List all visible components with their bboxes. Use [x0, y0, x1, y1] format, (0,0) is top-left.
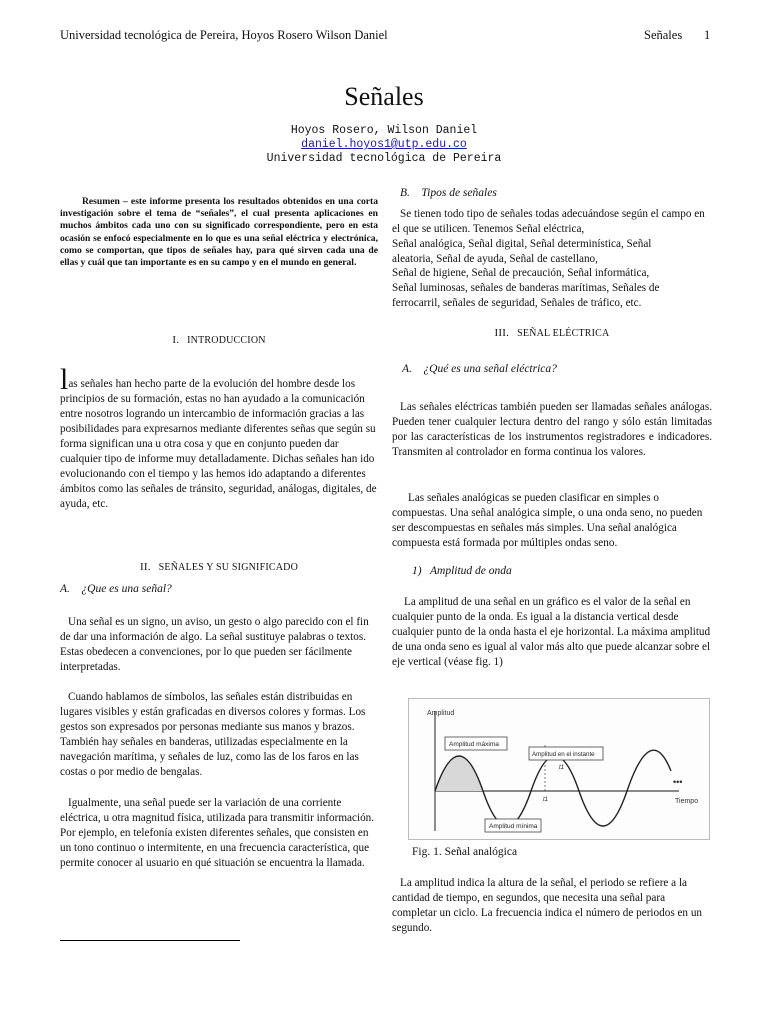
section-title: SEÑAL ELÉCTRICA: [517, 328, 610, 339]
paragraph-line: aleatoria, Señal de ayuda, Señal de castellano,: [392, 253, 598, 265]
subsection-heading: A. ¿Que es una señal?: [60, 583, 172, 595]
label-min-amplitude: Amplitud mínima: [489, 823, 538, 830]
author-email-link[interactable]: daniel.hoyos1@utp.edu.co: [301, 138, 467, 151]
subsubsection-heading: 1) Amplitud de onda: [412, 565, 512, 577]
figure-analog-signal: [408, 698, 710, 840]
page-number: 1: [704, 28, 711, 42]
paper-title: Señales: [344, 82, 424, 111]
section-heading-3: [392, 327, 712, 339]
author-name: Hoyos Rosero, Wilson Daniel: [290, 124, 478, 137]
section-number: II.: [139, 561, 151, 573]
label-instant-amplitude: Amplitud en el instante: [532, 751, 595, 758]
paragraph: La amplitud indica la altura de la señal, el periodo se refiere a la cantidad de tiempo, en segundos, que necesita una señal para completar un ciclo. La frecuencia indica el número de periodos en un segundo.: [392, 877, 703, 934]
paragraph-line: ferrocarril, señales de seguridad, Señales de tráfico, etc.: [392, 297, 642, 309]
running-header-left: Universidad tecnológica de Pereira, Hoyos Rosero Wilson Daniel: [60, 28, 388, 42]
footnote-rule: [60, 940, 240, 941]
section-heading-2: [60, 561, 378, 573]
paragraph: Las señales eléctricas también pueden ser llamadas señales análogas. Pueden tener cualquier lectura dentro del rango y sólo están limitadas por las características de los instrumentos registradores e indicadores. Transmiten al controlador en forma continua los valores.: [392, 401, 712, 458]
paragraph-line: Señal de higiene, Señal de precaución, Señal informática,: [392, 267, 650, 279]
x-axis-label: Tiempo: [675, 798, 699, 805]
paragraph-line: Señal luminosas, señales de banderas marítimas, Señales de: [392, 282, 660, 294]
continuation-dots: •••: [673, 777, 683, 787]
paragraph: Las señales analógicas se pueden clasificar en simples o compuestas. Una señal analógica simple, o una onda seno, no pueden ser descompuestas en señales más simples. Una señal analógica compuesta está formada por múltiples ondas seno.: [392, 492, 703, 549]
intro-text: as señales han hecho parte de la evolución del hombre desde los principios de su formación, estas no han ayudado a la comunicación entre nosotros logrando un intercambio de información gracias a las posibilidades para expresarnos mediante diferentes señas que según su forma significan una u otra cosa y que en conjunto pueden dar cualquier tipo de informe muy detalladamente. Dichas señales han ido evolucionando con el tiempo y las hemos ido adaptando a diferentes ámbitos como las señales de tránsito, seguridad, análogas, digitales, de ayuda, etc.: [60, 378, 377, 510]
running-header-section: Señales: [644, 28, 683, 42]
label-t1-lower: t1: [543, 797, 549, 803]
abstract: Resumen – este informe presenta los resultados obtenidos en una corta investigación sobre el tema de “señales”, el cual presenta aplicaciones en muchos ámbitos cada uno con su significado correspondiente, pero en esta ocasión se enfocó especialmente en lo que es una señal eléctrica y electrónica, como se comportan, que tipos de señales hay, para qué sirven cada una de ellas y cuál que tan importante es en su campo y en el mundo en general.: [60, 196, 378, 269]
analog-signal-diagram: [409, 699, 709, 839]
paragraph: La amplitud de una señal en un gráfico es el valor de la señal en cualquier punto de la onda. Es igual a la distancia vertical desde cualquier punto de la onda hasta el eje horizontal. La máxima amplitud de una onda seno es igual al valor más alto que puede alcanzar sobre el eje vertical (véase fig. 1): [392, 596, 711, 668]
section-title: INTRODUCCION: [187, 335, 266, 346]
section-heading-intro: [60, 334, 378, 346]
section-number: III.: [494, 327, 510, 339]
intro-paragraph: [60, 363, 378, 512]
section-number: I.: [172, 334, 180, 346]
paragraph: Una señal es un signo, un aviso, un gesto o algo parecido con el fin de dar una información de algo. La señal sustituye palabras o textos. Estas obedecen a convenciones, por lo que pueden ser fácilmente interpretadas.: [60, 616, 369, 673]
author-email-line: [0, 138, 768, 151]
paragraph: Cuando hablamos de símbolos, las señales están distribuidas en lugares visibles y están graficadas en diversos colores y formas. Los gestos son expresados por personas mediante sus manos y brazos. También hay señales en banderas, utilizadas especialmente en la navegación marítima, y señales de luz, como las de los faros en las costas o por medio de bengalas.: [60, 691, 366, 778]
paragraph-line: Señal analógica, Señal digital, Señal determinística, Señal: [392, 238, 652, 250]
paragraph: Igualmente, una señal puede ser la variación de una corriente eléctrica, u otra magnitud física, utilizada para transmitir información. Por ejemplo, en telefonía existen diferentes señales, que consisten en un tono continuo o intermitente, en una frecuencia característica, que permite conocer al usuario en qué situación se encuentra la llamada.: [60, 797, 375, 869]
subsection-heading: B. Tipos de señales: [400, 187, 497, 199]
figure-caption: Fig. 1. Señal analógica: [412, 846, 518, 858]
section-title: SEÑALES Y SU SIGNIFICADO: [158, 562, 299, 573]
paragraph: Se tienen todo tipo de señales todas adecuándose según el campo en el que se utilicen. Tenemos Señal eléctrica,: [392, 208, 705, 235]
subsection-heading: A. ¿Qué es una señal eléctrica?: [402, 363, 557, 375]
author-affiliation: Universidad tecnológica de Pereira: [266, 152, 502, 165]
label-t1-upper: t1: [559, 765, 565, 771]
label-max-amplitude: Amplitud máxima: [449, 741, 499, 748]
drop-cap: l: [60, 363, 69, 396]
y-axis-label: Amplitud: [427, 710, 455, 717]
